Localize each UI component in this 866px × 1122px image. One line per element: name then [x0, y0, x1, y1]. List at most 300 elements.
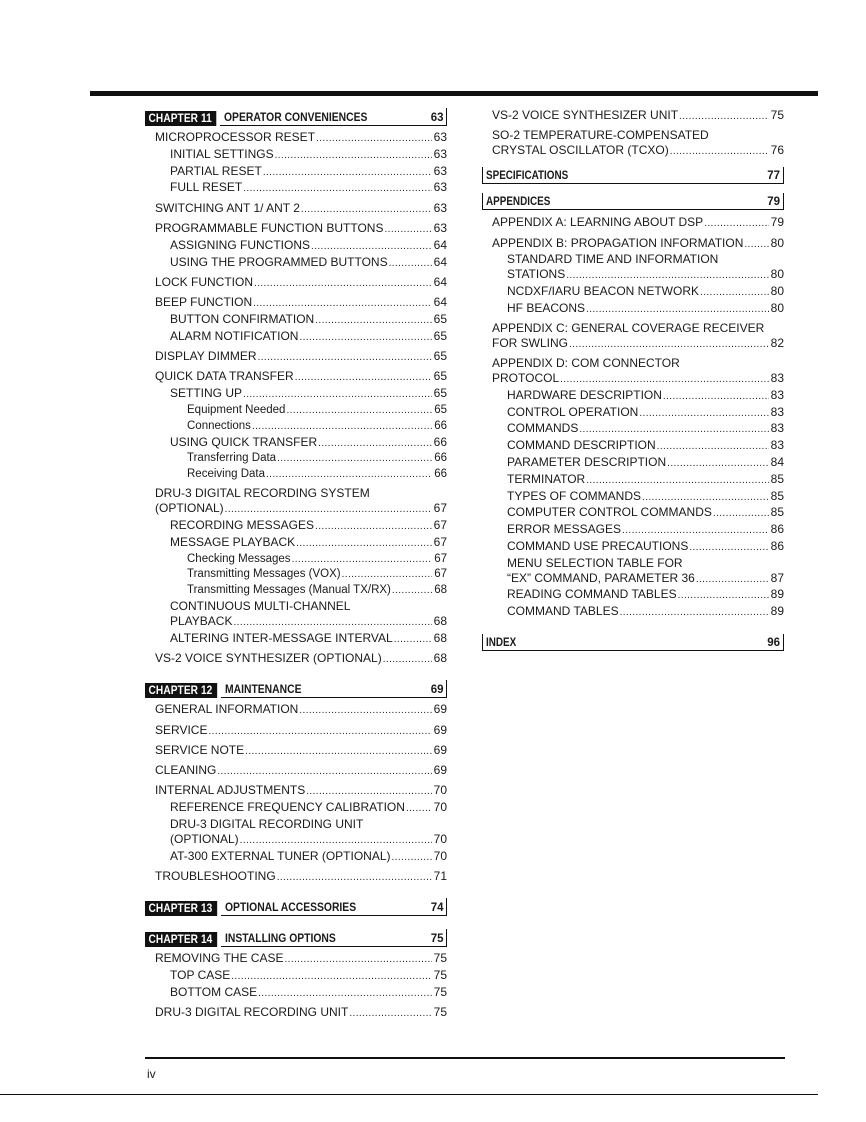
toc-entry-label: INTERNAL ADJUSTMENTS — [155, 783, 306, 798]
toc-entry[interactable] — [482, 215, 784, 232]
dot-leader — [394, 631, 432, 648]
toc-entry[interactable] — [145, 130, 447, 147]
toc-entry-page: 66 — [434, 468, 447, 481]
dot-leader — [383, 651, 432, 668]
toc-entry[interactable] — [482, 301, 784, 318]
toc-entry-label: AT-300 EXTERNAL TUNER (OPTIONAL) — [170, 848, 391, 863]
toc-entry-page: 68 — [433, 650, 447, 665]
dot-leader — [208, 723, 432, 740]
toc-entry[interactable] — [145, 386, 447, 403]
toc-entry-page: 65 — [433, 311, 447, 326]
dot-leader — [306, 783, 432, 800]
toc-entry[interactable] — [482, 128, 784, 143]
toc-entry[interactable] — [145, 275, 447, 292]
toc-group — [145, 869, 447, 886]
toc-entry-label: PLAYBACK — [170, 613, 233, 628]
toc-entry-label: PARAMETER DESCRIPTION — [507, 455, 667, 470]
dot-leader — [284, 951, 432, 968]
toc-group — [145, 201, 447, 218]
toc-entry[interactable] — [145, 221, 447, 238]
toc-entry-page: 67 — [434, 552, 447, 565]
toc-group — [145, 369, 447, 483]
dot-leader — [299, 329, 432, 346]
dot-leader — [299, 702, 432, 719]
dot-leader — [657, 438, 769, 455]
toc-entry-label: TOP CASE — [170, 967, 231, 982]
toc-entry[interactable] — [145, 832, 447, 849]
toc-entry-page: 86 — [770, 522, 784, 537]
dot-leader — [560, 371, 769, 388]
toc-group — [145, 763, 447, 780]
toc-entry-label: ERROR MESSAGES — [507, 522, 622, 537]
appendices-header — [482, 193, 784, 210]
toc-entry-page: 68 — [434, 584, 447, 597]
toc-entry-page: 67 — [433, 534, 447, 549]
toc-entry-page: 82 — [770, 335, 784, 350]
toc-entry[interactable] — [145, 369, 447, 386]
toc-entry-page: 63 — [433, 180, 447, 195]
toc-entry[interactable] — [482, 556, 784, 571]
dot-leader — [258, 349, 432, 366]
toc-entry-label: STANDARD TIME AND INFORMATION — [507, 252, 719, 267]
toc-group — [482, 128, 784, 160]
toc-entry-label: DISPLAY DIMMER — [155, 349, 257, 364]
toc-entry-page: 85 — [770, 488, 784, 503]
toc-group — [145, 486, 447, 647]
dot-leader — [689, 539, 769, 556]
toc-entry[interactable] — [145, 147, 447, 164]
toc-entry[interactable] — [482, 604, 784, 621]
toc-entry[interactable] — [145, 255, 447, 272]
toc-group — [145, 221, 447, 271]
toc-entry-label: USING THE PROGRAMMED BUTTONS — [170, 254, 388, 269]
toc-entry-page: 64 — [433, 295, 447, 310]
toc-entry-label: VS-2 VOICE SYNTHESIZER (OPTIONAL) — [155, 650, 382, 665]
toc-entry[interactable] — [145, 295, 447, 312]
toc-entry-label: COMMAND DESCRIPTION — [507, 438, 656, 453]
toc-entry-page: 63 — [433, 163, 447, 178]
toc-entry-page: 65 — [433, 349, 447, 364]
toc-entry[interactable] — [145, 349, 447, 366]
toc-entry[interactable] — [145, 419, 447, 435]
dot-leader — [579, 421, 769, 438]
toc-entry-label: (OPTIONAL) — [155, 501, 224, 516]
dot-leader — [713, 505, 769, 522]
toc-entry-page: 70 — [433, 848, 447, 863]
toc-entry[interactable] — [145, 614, 447, 631]
toc-entry[interactable] — [145, 968, 447, 985]
toc-entry[interactable] — [482, 522, 784, 539]
toc-entry-label: MESSAGE PLAYBACK — [170, 534, 296, 549]
toc-group — [482, 236, 784, 318]
toc-entry-page: 70 — [433, 783, 447, 798]
dot-leader — [225, 501, 432, 518]
toc-entry-label: VS-2 VOICE SYNTHESIZER UNIT — [492, 108, 679, 122]
toc-entry-label: DRU-3 DIGITAL RECORDING SYSTEM — [155, 486, 370, 501]
toc-entry-page: 63 — [433, 220, 447, 235]
section-title: INDEX — [486, 636, 517, 649]
dot-leader — [258, 985, 432, 1002]
toc-group — [145, 723, 447, 740]
top-rule — [90, 91, 818, 96]
toc-entry[interactable] — [482, 321, 784, 336]
section-page: 77 — [767, 170, 780, 183]
toc-entry[interactable] — [145, 599, 447, 614]
toc-entry-page: 63 — [433, 200, 447, 215]
toc-entry-label: DRU-3 DIGITAL RECORDING UNIT — [170, 816, 364, 831]
dot-leader — [696, 571, 769, 588]
toc-entry-label: ASSIGNING FUNCTIONS — [170, 237, 311, 252]
toc-entry[interactable] — [145, 817, 447, 832]
dot-leader — [286, 403, 432, 419]
chapter-tag: CHAPTER 11 — [145, 111, 216, 126]
dot-leader — [243, 386, 432, 403]
dot-leader — [254, 275, 432, 292]
toc-entry[interactable] — [482, 438, 784, 455]
toc-entry-page: 83 — [770, 438, 784, 453]
toc-entry-page: 66 — [434, 452, 447, 465]
toc-entry[interactable] — [145, 180, 447, 197]
toc-entry[interactable] — [145, 486, 447, 501]
dot-leader — [311, 238, 432, 255]
toc-entry-label: GENERAL INFORMATION — [155, 702, 299, 717]
toc-entry-label: Transmitting Messages (Manual TX/RX) — [187, 584, 391, 597]
toc-entry-label: SO-2 TEMPERATURE-COMPENSATED — [492, 128, 709, 143]
dot-leader — [315, 312, 432, 329]
toc-entry-page: 80 — [770, 235, 784, 250]
toc-entry-label: APPENDIX D: COM CONNECTOR — [492, 356, 680, 371]
toc-entry-label: COMMAND TABLES — [507, 604, 619, 619]
chapter-title: MAINTENANCE — [224, 684, 302, 697]
toc-entry-label: REFERENCE FREQUENCY CALIBRATION — [170, 800, 405, 815]
toc-entry-label: Checking Messages — [187, 552, 291, 565]
index-header — [482, 634, 784, 651]
toc-entry-page: 65 — [433, 386, 447, 401]
page-number: iv — [147, 1067, 156, 1081]
dot-leader — [569, 336, 769, 353]
toc-entry[interactable] — [145, 238, 447, 255]
toc-entry-page: 83 — [770, 404, 784, 419]
toc-entry-label: CRYSTAL OSCILLATOR (TCXO) — [492, 143, 669, 158]
toc-entry-page: 66 — [433, 434, 447, 449]
toc-entry-page: 85 — [770, 505, 784, 520]
section-title: SPECIFICATIONS — [486, 170, 569, 183]
toc-entry[interactable] — [482, 336, 784, 353]
chapter-14-entries — [145, 951, 447, 1022]
toc-entry-label: APPENDIX B: PROPAGATION INFORMATION — [492, 235, 744, 250]
toc-entry[interactable] — [145, 631, 447, 648]
toc-entry-label: STATIONS — [507, 267, 566, 282]
toc-entry[interactable] — [482, 472, 784, 489]
toc-entry-label: NCDXF/IARU BEACON NETWORK — [507, 284, 700, 299]
toc-right-column — [482, 108, 784, 656]
toc-entry-page: 75 — [770, 108, 784, 122]
toc-entry-page: 67 — [433, 518, 447, 533]
toc-entry-page: 65 — [433, 328, 447, 343]
toc-entry[interactable] — [145, 1005, 447, 1022]
toc-entry[interactable] — [482, 236, 784, 253]
toc-entry-page: 64 — [433, 274, 447, 289]
toc-group — [482, 108, 784, 125]
toc-entry-label: RECORDING MESSAGES — [170, 518, 315, 533]
toc-entry-page: 75 — [433, 984, 447, 999]
toc-entry-label: Connections — [187, 419, 251, 432]
toc-entry[interactable] — [482, 143, 784, 160]
chapter-title: OPERATOR CONVENIENCES — [223, 112, 368, 124]
toc-entry-page: 66 — [434, 419, 447, 432]
chapter-page: 63 — [430, 112, 444, 124]
toc-entry[interactable] — [482, 505, 784, 522]
toc-entry-label: TROUBLESHOOTING — [155, 868, 276, 883]
toc-entry-label: REMOVING THE CASE — [155, 951, 284, 966]
dot-leader — [349, 1005, 432, 1022]
toc-entry-label: APPENDIX A: LEARNING ABOUT DSP — [492, 215, 704, 230]
dot-leader — [670, 143, 769, 160]
chapter-13-header — [145, 898, 447, 916]
toc-entry-page: 89 — [770, 604, 784, 619]
toc-entry[interactable] — [482, 267, 784, 284]
toc-group — [482, 215, 784, 232]
toc-group — [145, 743, 447, 760]
toc-entry-page: 63 — [433, 146, 447, 161]
toc-entry[interactable] — [145, 501, 447, 518]
toc-entry-label: CLEANING — [155, 763, 217, 778]
toc-entry[interactable] — [482, 571, 784, 588]
toc-entry-label: QUICK DATA TRANSFER — [155, 369, 294, 384]
toc-entry[interactable] — [145, 849, 447, 866]
toc-entry[interactable] — [482, 587, 784, 604]
toc-entry-label: COMMAND USE PRECAUTIONS — [507, 539, 689, 554]
toc-entry-page: 87 — [770, 570, 784, 585]
chapter-14-continued-entries — [482, 108, 784, 160]
toc-entry-label: COMMANDS — [507, 421, 579, 436]
toc-entry-label: ALARM NOTIFICATION — [170, 328, 299, 343]
chapter-11-header — [145, 108, 447, 126]
chapter-11-entries — [145, 130, 447, 668]
toc-entry[interactable] — [145, 451, 447, 467]
toc-entry[interactable] — [482, 371, 784, 388]
toc-group — [145, 651, 447, 668]
toc-entry-page: 83 — [770, 371, 784, 386]
toc-entry-label: MICROPROCESSOR RESET — [155, 130, 316, 144]
appendices-entries — [482, 215, 784, 621]
toc-entry-label: CONTINUOUS MULTI-CHANNEL — [170, 599, 351, 614]
toc-entry-label: BEEP FUNCTION — [155, 295, 253, 310]
toc-entry-label: TYPES OF COMMANDS — [507, 488, 642, 503]
dot-leader — [392, 583, 432, 599]
toc-entry[interactable] — [145, 800, 447, 817]
toc-entry[interactable] — [145, 467, 447, 483]
toc-entry-page: 85 — [770, 471, 784, 486]
toc-entry[interactable] — [482, 489, 784, 506]
toc-entry-label: COMPUTER CONTROL COMMANDS — [507, 505, 712, 520]
toc-entry[interactable] — [145, 651, 447, 668]
toc-entry[interactable] — [145, 985, 447, 1002]
toc-entry[interactable] — [482, 108, 784, 125]
toc-entry-label: CONTROL OPERATION — [507, 404, 639, 419]
dot-leader — [296, 535, 432, 552]
toc-entry-page: 69 — [433, 722, 447, 737]
toc-group — [145, 1005, 447, 1022]
toc-entry[interactable] — [145, 518, 447, 535]
dot-leader — [384, 221, 432, 238]
dot-leader — [392, 849, 433, 866]
toc-entry[interactable] — [145, 403, 447, 419]
chapter-page: 74 — [430, 902, 444, 915]
dot-leader — [275, 147, 432, 164]
toc-entry[interactable] — [482, 284, 784, 301]
toc-entry-page: 68 — [433, 630, 447, 645]
toc-entry-page: 75 — [433, 951, 447, 966]
toc-entry[interactable] — [482, 252, 784, 267]
dot-leader — [667, 455, 769, 472]
toc-entry[interactable] — [145, 329, 447, 346]
dot-leader — [679, 108, 769, 125]
toc-entry[interactable] — [145, 743, 447, 760]
toc-entry-label: Equipment Needed — [187, 403, 286, 416]
dot-leader — [277, 869, 432, 886]
toc-entry[interactable] — [145, 312, 447, 329]
dot-leader — [586, 472, 769, 489]
toc-entry-label: PARTIAL RESET — [170, 163, 262, 178]
toc-entry-label: SWITCHING ANT 1/ ANT 2 — [155, 200, 300, 215]
toc-entry[interactable] — [482, 405, 784, 422]
dot-leader — [233, 614, 432, 631]
dot-leader — [342, 567, 432, 583]
toc-entry[interactable] — [145, 552, 447, 568]
dot-leader — [700, 284, 769, 301]
page-edge-rule — [0, 1094, 818, 1095]
toc-entry-page: 64 — [433, 254, 447, 269]
dot-leader — [245, 743, 432, 760]
dot-leader — [566, 267, 769, 284]
toc-entry[interactable] — [482, 421, 784, 438]
toc-entry[interactable] — [145, 535, 447, 552]
toc-group — [482, 321, 784, 353]
toc-entry-label: HF BEACONS — [507, 300, 586, 315]
dot-leader — [301, 201, 432, 218]
dot-leader — [316, 130, 432, 147]
toc-entry-label: PROGRAMMABLE FUNCTION BUTTONS — [155, 220, 384, 235]
toc-entry-page: 89 — [770, 587, 784, 602]
section-page: 96 — [767, 636, 780, 649]
toc-entry-label: Receiving Data — [187, 468, 265, 481]
dot-leader — [622, 522, 769, 539]
toc-entry[interactable] — [145, 201, 447, 218]
toc-entry-page: 75 — [433, 967, 447, 982]
toc-entry[interactable] — [482, 455, 784, 472]
toc-entry[interactable] — [145, 435, 447, 452]
toc-entry-page: 80 — [770, 284, 784, 299]
toc-entry-label: INITIAL SETTINGS — [170, 146, 274, 161]
toc-entry-label: APPENDIX C: GENERAL COVERAGE RECEIVER — [492, 321, 765, 336]
dot-leader — [266, 467, 432, 483]
toc-entry[interactable] — [145, 869, 447, 886]
toc-entry-label: READING COMMAND TABLES — [507, 587, 677, 602]
toc-entry[interactable] — [482, 539, 784, 556]
toc-entry-page: 70 — [433, 800, 447, 815]
toc-entry-page: 84 — [770, 455, 784, 470]
toc-entry-label: USING QUICK TRANSFER — [170, 434, 318, 449]
toc-entry-page: 65 — [434, 403, 447, 416]
toc-group — [145, 275, 447, 292]
toc-entry-page: 71 — [433, 868, 447, 883]
toc-entry-label: FULL RESET — [170, 180, 243, 195]
dot-leader — [253, 295, 432, 312]
toc-entry-page: 69 — [433, 763, 447, 778]
toc-group — [145, 130, 447, 197]
toc-entry-page: 67 — [433, 501, 447, 516]
dot-leader — [406, 800, 432, 817]
chapter-tag: CHAPTER 13 — [145, 901, 217, 916]
toc-entry-label: SETTING UP — [170, 386, 243, 401]
dot-leader — [389, 255, 432, 272]
toc-entry[interactable] — [482, 388, 784, 405]
dot-leader — [318, 435, 432, 452]
chapter-title: OPTIONAL ACCESSORIES — [224, 902, 356, 915]
toc-entry[interactable] — [145, 702, 447, 719]
toc-entry-page: 64 — [433, 237, 447, 252]
dot-leader — [295, 369, 432, 386]
toc-entry-page: 69 — [433, 742, 447, 757]
toc-entry-label: MENU SELECTION TABLE FOR — [507, 555, 683, 570]
toc-entry-page: 67 — [434, 568, 447, 581]
dot-leader — [277, 451, 432, 467]
toc-entry[interactable] — [145, 723, 447, 740]
toc-entry[interactable] — [145, 783, 447, 800]
toc-entry[interactable] — [145, 567, 447, 583]
dot-leader — [231, 968, 432, 985]
dot-leader — [240, 832, 432, 849]
toc-entry-page: 83 — [770, 387, 784, 402]
toc-entry-label: HARDWARE DESCRIPTION — [507, 387, 662, 402]
chapter-page: 69 — [430, 684, 444, 697]
toc-entry-page: 86 — [770, 539, 784, 554]
chapter-title: INSTALLING OPTIONS — [224, 933, 336, 946]
dot-leader — [639, 405, 769, 422]
toc-entry-label: “EX” COMMAND, PARAMETER 36 — [507, 570, 695, 585]
toc-entry[interactable] — [145, 164, 447, 181]
toc-entry-label: (OPTIONAL) — [170, 831, 239, 846]
chapter-12-entries — [145, 702, 447, 885]
toc-entry-page: 80 — [770, 267, 784, 282]
toc-entry-label: Transferring Data — [187, 452, 277, 465]
chapter-14-header — [145, 929, 447, 947]
toc-entry-label: DRU-3 DIGITAL RECORDING UNIT — [155, 1005, 349, 1020]
dot-leader — [642, 489, 769, 506]
dot-leader — [217, 763, 432, 780]
chapter-tag: CHAPTER 12 — [145, 683, 217, 698]
toc-group — [145, 349, 447, 366]
toc-entry-page: 76 — [770, 143, 784, 158]
section-page: 79 — [767, 196, 780, 209]
toc-entry[interactable] — [145, 583, 447, 599]
toc-entry[interactable] — [145, 951, 447, 968]
dot-leader — [678, 587, 769, 604]
chapter-page: 75 — [430, 933, 444, 946]
toc-entry-page: 69 — [433, 702, 447, 717]
specifications-header — [482, 167, 784, 184]
toc-entry-label: Transmitting Messages (VOX) — [187, 568, 341, 581]
dot-leader — [292, 552, 432, 568]
toc-entry-page: 68 — [433, 613, 447, 628]
dot-leader — [620, 604, 769, 621]
chapter-12-header — [145, 680, 447, 698]
toc-entry[interactable] — [482, 356, 784, 371]
toc-entry[interactable] — [145, 763, 447, 780]
dot-leader — [243, 180, 432, 197]
toc-entry-label: SERVICE — [155, 722, 208, 737]
